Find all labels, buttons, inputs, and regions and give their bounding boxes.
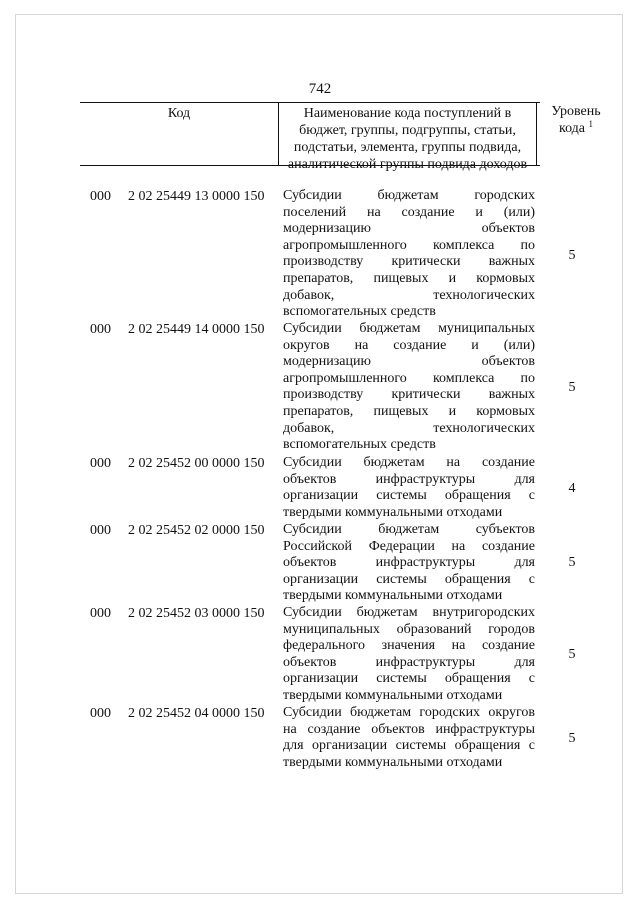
table-header: [80, 102, 540, 172]
revenue-code: 2 02 25452 00 0000 150: [128, 456, 265, 471]
admin-code: 000: [90, 189, 111, 204]
revenue-description: Субсидии бюджетам городских округов на создание объектов инфраструктуры для организации системы обращения с твердыми коммунальными отходами: [283, 705, 535, 770]
header-level-footnote: 1: [588, 119, 594, 129]
code-level: 5: [568, 731, 576, 746]
header-level: [540, 103, 612, 137]
code-level: 5: [568, 647, 576, 662]
admin-code: 000: [90, 322, 111, 337]
revenue-code: 2 02 25449 14 0000 150: [128, 322, 265, 337]
revenue-description: Субсидии бюджетам внутригородских муниципальных образований городов федерального значения на создание объектов инфраструктуры для организации системы обращения с твердыми коммунальными отходами: [283, 605, 535, 703]
code-level: 5: [568, 380, 576, 395]
revenue-code: 2 02 25449 13 0000 150: [128, 189, 265, 204]
revenue-description: Субсидии бюджетам городских поселений на создание и (или) модернизацию объектов агропромышленного комплекса по производству критически важных препаратов, пищевых и кормовых добавок, технологических вспомогательных средств: [283, 188, 535, 320]
revenue-description: Субсидии бюджетам муниципальных округов на создание и (или) модернизацию объектов агропромышленного комплекса по производству критически важных препаратов, пищевых и кормовых добавок, технологических вспомогательных средств: [283, 321, 535, 453]
header-code: Код: [80, 103, 279, 166]
code-level: 5: [568, 248, 576, 263]
revenue-code: 2 02 25452 03 0000 150: [128, 606, 265, 621]
header-name: Наименование кода поступлений в бюджет, группы, подгруппы, статьи, подстатьи, элемента, группы подвида, аналитической группы подвида доходов: [279, 103, 537, 166]
revenue-code: 2 02 25452 04 0000 150: [128, 706, 265, 721]
revenue-description: Субсидии бюджетам субъектов Российской Федерации на создание объектов инфраструктуры для организации системы обращения с твердыми коммунальными отходами: [283, 522, 535, 604]
admin-code: 000: [90, 606, 111, 621]
admin-code: 000: [90, 456, 111, 471]
admin-code: 000: [90, 523, 111, 538]
page-number: 742: [308, 81, 332, 97]
admin-code: 000: [90, 706, 111, 721]
revenue-description: Субсидии бюджетам на создание объектов инфраструктуры для организации системы обращения с твердыми коммунальными отходами: [283, 455, 535, 520]
header-level-line2: кода: [558, 121, 586, 136]
code-level: 4: [568, 481, 576, 496]
revenue-code: 2 02 25452 02 0000 150: [128, 523, 265, 538]
code-level: 5: [568, 555, 576, 570]
header-level-line1: Уровень: [551, 104, 601, 119]
